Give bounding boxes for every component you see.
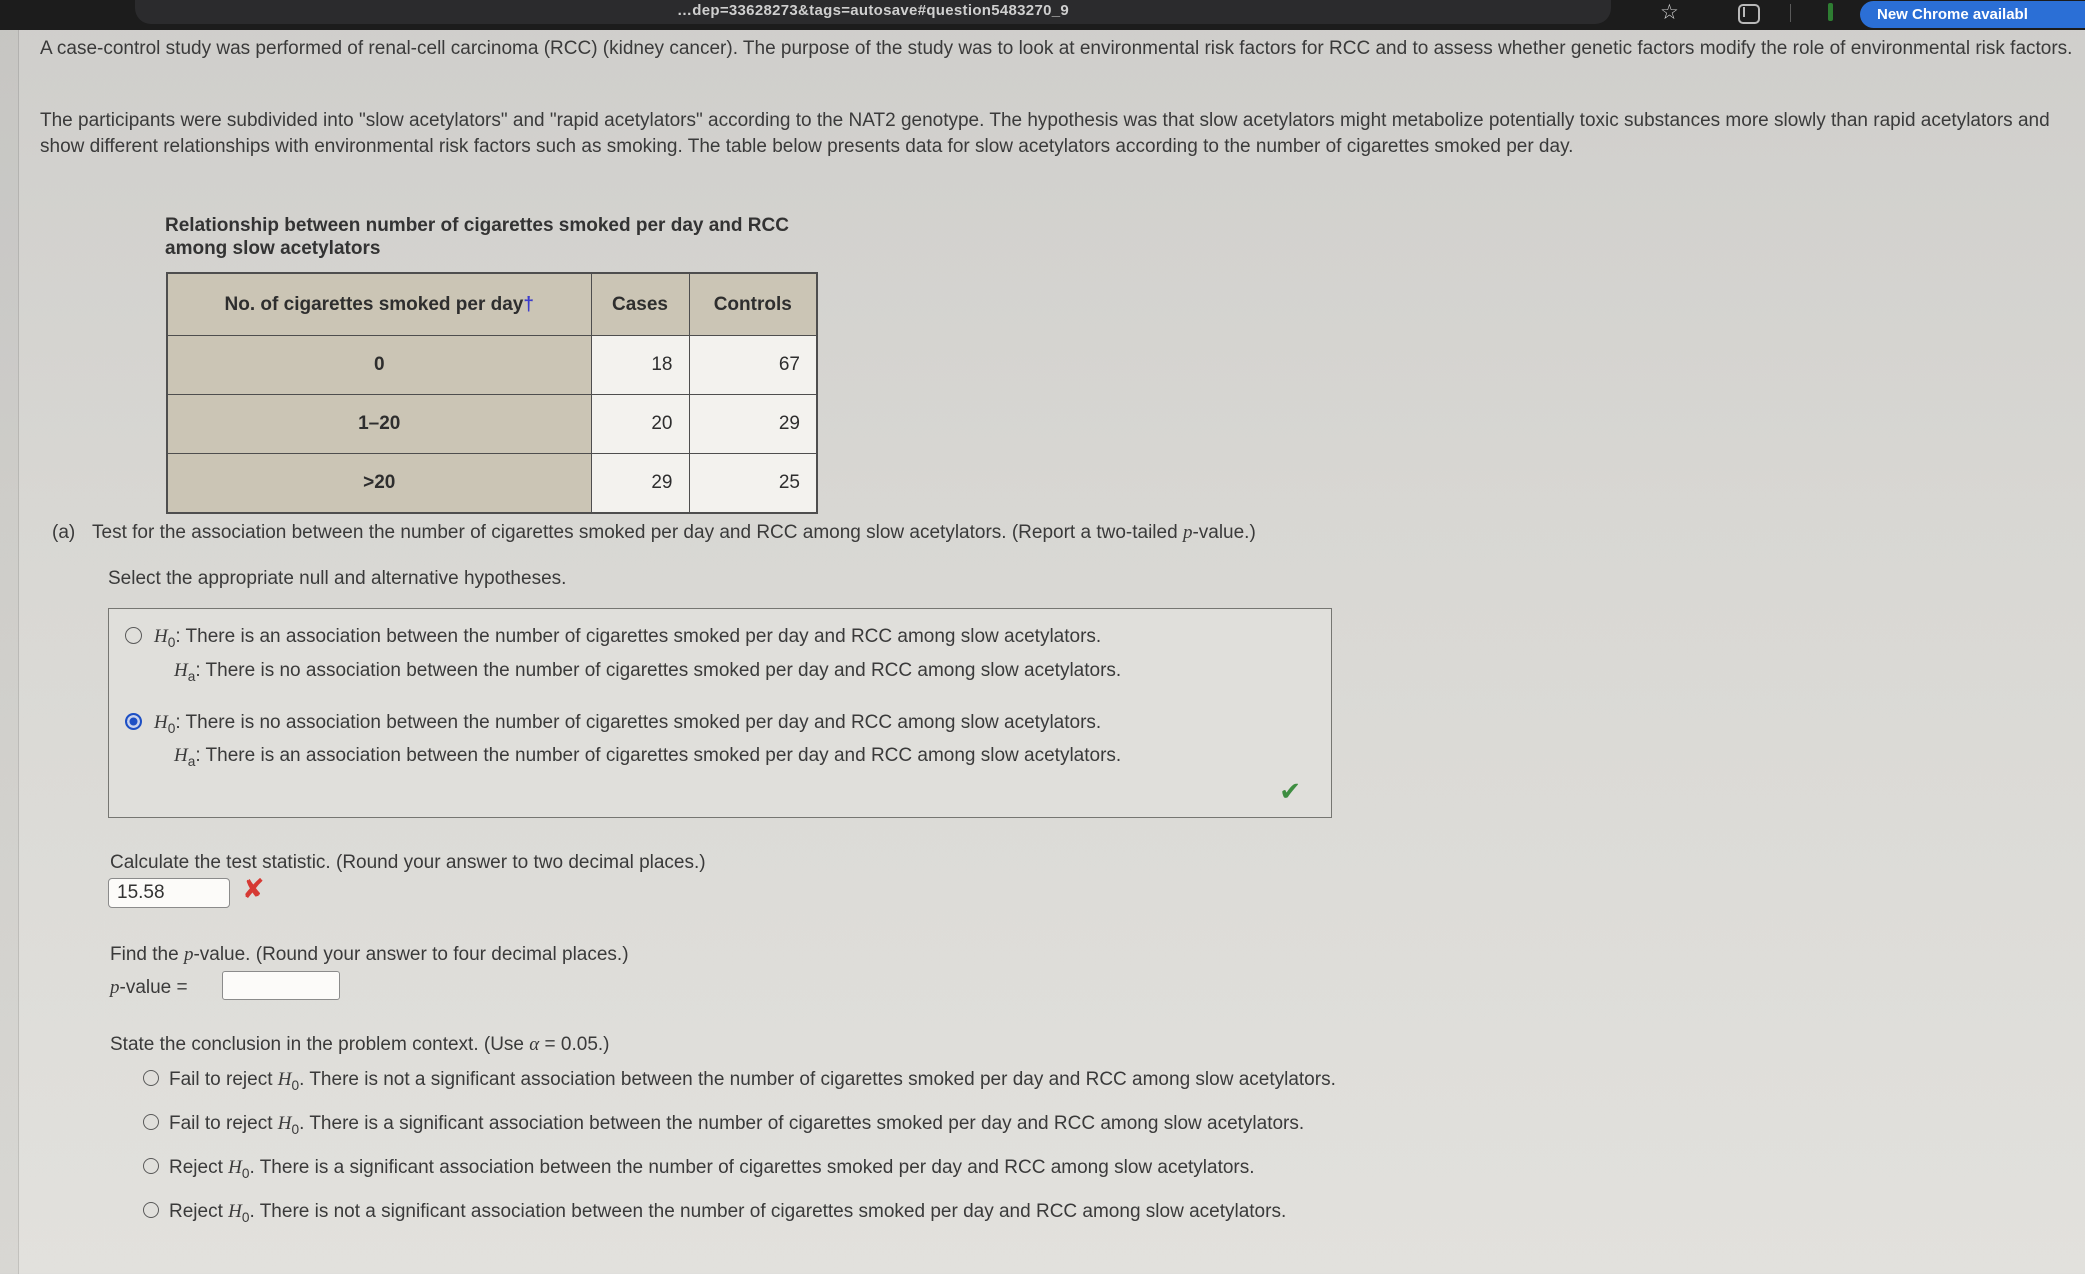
col-header-controls: Controls bbox=[689, 273, 817, 336]
row-label: 1–20 bbox=[167, 395, 591, 454]
cases-value: 18 bbox=[591, 336, 689, 395]
radio-button[interactable] bbox=[143, 1202, 159, 1218]
extension-icon[interactable] bbox=[1828, 3, 1833, 21]
cases-value: 29 bbox=[591, 454, 689, 514]
test-statistic-input[interactable] bbox=[108, 878, 230, 908]
p-value-input[interactable] bbox=[222, 971, 340, 1000]
p-value-label: p-value = bbox=[110, 977, 188, 998]
intro-paragraph-1: A case-control study was performed of renal-cell carcinoma (RCC) (kidney cancer). The purpose of the study was to look at environmental risk factors for RCC and to assess whether genetic factors modify the role of environmental risk factors. bbox=[40, 38, 2073, 59]
test-statistic-prompt: Calculate the test statistic. (Round your answer to two decimal places.) bbox=[110, 852, 706, 873]
conclusion-prompt: State the conclusion in the problem context. (Use α = 0.05.) bbox=[110, 1034, 610, 1055]
browser-toolbar bbox=[0, 0, 2085, 30]
intro-paragraph-2: The participants were subdivided into "slow acetylators" and "rapid acetylators" according to the NAT2 genotype. The hypothesis was that slow acetylators might metabolize potentially toxic substances more slowly than rapid acetylators and show different relationships with environmental risk factors such as smoking. The table below presents data for slow acetylators according to the number of cigarettes smoked per day. bbox=[40, 110, 2050, 157]
page-left-edge bbox=[0, 30, 19, 1274]
side-panel-icon[interactable] bbox=[1738, 4, 1760, 24]
table-row bbox=[167, 454, 817, 514]
hypotheses-answer-box bbox=[108, 608, 1332, 818]
row-label: >20 bbox=[167, 454, 591, 514]
part-label: (a) bbox=[52, 522, 76, 543]
radio-button[interactable] bbox=[125, 627, 142, 644]
controls-value: 25 bbox=[689, 454, 817, 514]
p-value-prompt: Find the p-value. (Round your answer to four decimal places.) bbox=[110, 944, 629, 965]
radio-button[interactable] bbox=[143, 1114, 159, 1130]
part-a-text: Test for the association between the number of cigarettes smoked per day and RCC among slow acetylators. (Report a two-tailed p-value.) bbox=[92, 522, 1256, 543]
conclusion-option-3[interactable]: Reject $H_0$. There is a significant association between the number of cigarettes smoked per day and RCC among slow acetylators. bbox=[143, 1156, 1255, 1186]
conclusion-option-4[interactable]: Reject $H_0$. There is not a significant association between the number of cigarettes smoked per day and RCC among slow acetylators. bbox=[143, 1200, 1286, 1230]
alt-hypothesis-line: $H_a$: There is an association between the number of cigarettes smoked per day and RCC among slow acetylators. bbox=[174, 745, 1122, 770]
url-bar[interactable] bbox=[135, 0, 1611, 24]
radio-button[interactable] bbox=[125, 713, 142, 730]
alt-hypothesis-line: $H_a$: There is no association between the number of cigarettes smoked per day and RCC among slow acetylators. bbox=[174, 659, 1122, 684]
controls-value: 29 bbox=[689, 395, 817, 454]
conclusion-option-1[interactable]: Fail to reject $H_0$. There is not a significant association between the number of cigarettes smoked per day and RCC among slow acetylators. bbox=[143, 1068, 1336, 1098]
table-title: Relationship between number of cigarettes smoked per day and RCC among slow acetylators bbox=[165, 215, 789, 259]
italic-p: p bbox=[1182, 522, 1193, 543]
col-header-cases: Cases bbox=[591, 273, 689, 336]
incorrect-x-icon: ✘ bbox=[242, 874, 265, 904]
radio-button[interactable] bbox=[143, 1070, 159, 1086]
new-chrome-label: New Chrome availabl bbox=[1877, 6, 2028, 23]
new-chrome-button[interactable] bbox=[1860, 1, 2085, 28]
dagger-footnote-marker: † bbox=[523, 293, 534, 315]
toolbar-divider bbox=[1790, 4, 1791, 22]
italic-alpha: α bbox=[529, 1034, 540, 1055]
controls-value: 67 bbox=[689, 336, 817, 395]
radio-button[interactable] bbox=[143, 1158, 159, 1174]
row-label: 0 bbox=[167, 336, 591, 395]
select-hypotheses-prompt: Select the appropriate null and alternative hypotheses. bbox=[108, 568, 567, 589]
null-hypothesis-line: $H_0$: There is an association between the number of cigarettes smoked per day and RCC among slow acetylators. bbox=[154, 626, 1102, 650]
col-header-cigarettes: No. of cigarettes smoked per day† bbox=[167, 273, 591, 336]
part-a-question bbox=[52, 520, 2052, 546]
table-row bbox=[167, 336, 817, 395]
correct-checkmark-icon: ✔ bbox=[1279, 776, 1301, 806]
table-row bbox=[167, 395, 817, 454]
bookmark-star-icon[interactable]: ☆ bbox=[1660, 1, 1679, 24]
data-table bbox=[166, 272, 818, 514]
italic-p: p bbox=[183, 944, 194, 965]
hypothesis-option-1[interactable] bbox=[125, 623, 1315, 691]
url-text: …dep=33628273&tags=autosave#question5483270_9 bbox=[676, 2, 1070, 19]
table-header-row bbox=[167, 273, 817, 336]
cases-value: 20 bbox=[591, 395, 689, 454]
null-hypothesis-line: $H_0$: There is no association between the number of cigarettes smoked per day and RCC among slow acetylators. bbox=[154, 711, 1102, 736]
hypothesis-option-2[interactable] bbox=[125, 709, 1315, 777]
conclusion-option-2[interactable]: Fail to reject $H_0$. There is a significant association between the number of cigarettes smoked per day and RCC among slow acetylators. bbox=[143, 1112, 1304, 1142]
